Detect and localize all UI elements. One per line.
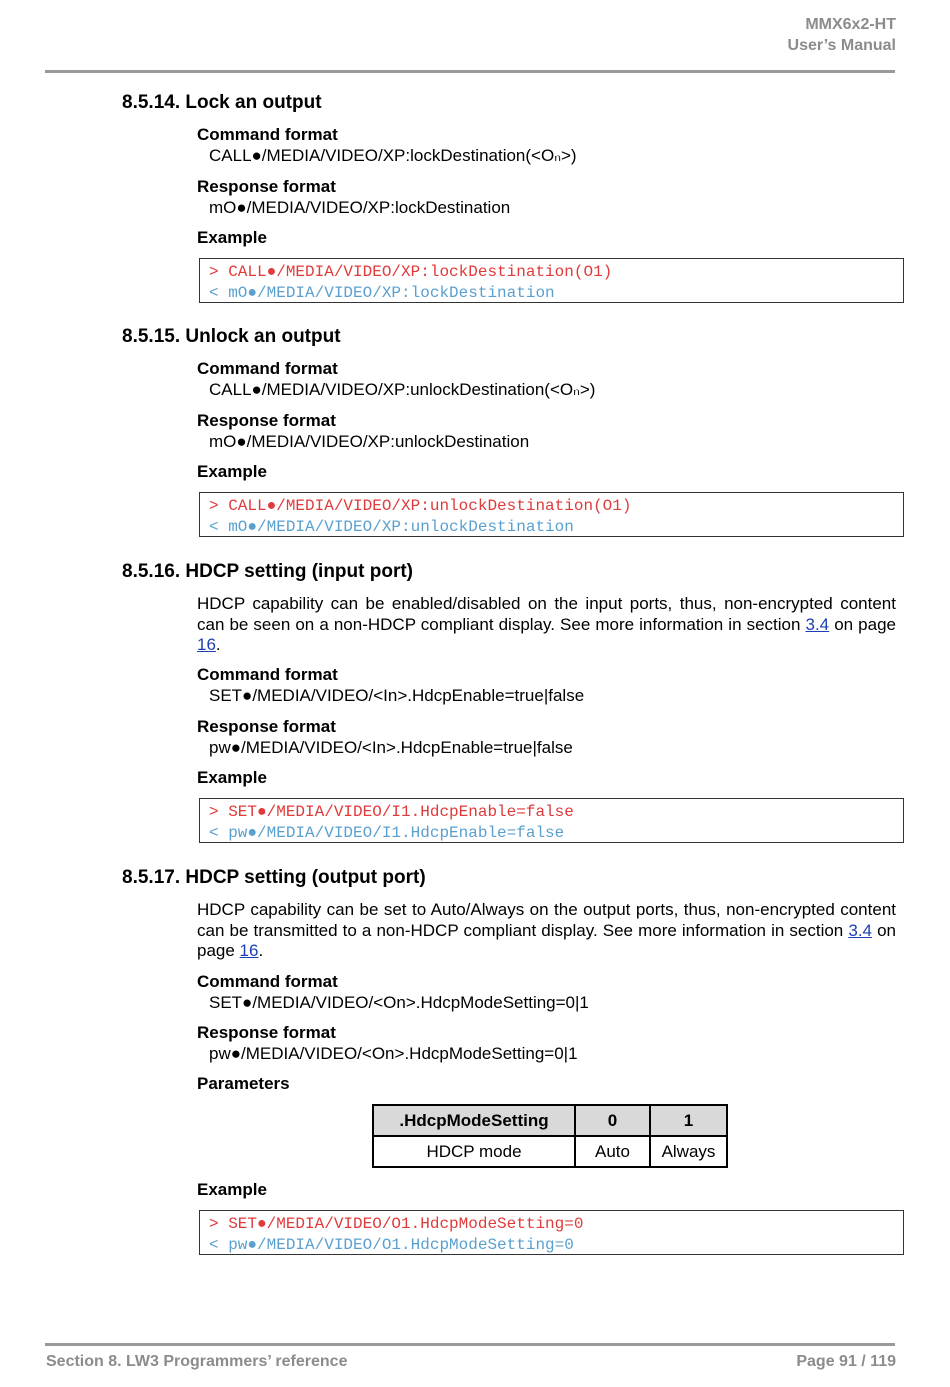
- example-request: > SET●/MEDIA/VIDEO/O1.HdcpModeSetting=0: [209, 1215, 584, 1233]
- example-label: Example: [197, 1180, 267, 1199]
- table-header-cell: .HdcpModeSetting: [373, 1105, 575, 1136]
- table-row: [373, 1136, 727, 1167]
- example-request: > CALL●/MEDIA/VIDEO/XP:lockDestination(O1): [209, 263, 613, 281]
- description-paragraph: [197, 594, 896, 656]
- example-box: [199, 1210, 904, 1255]
- section-link[interactable]: 3.4: [805, 614, 830, 634]
- table-header-cell: 0: [575, 1105, 650, 1136]
- example-box: [199, 798, 904, 843]
- section-title: 8.5.14. Lock an output: [122, 92, 322, 113]
- header-rule: [45, 70, 895, 73]
- footer-page-number: Page 91 / 119: [796, 1353, 896, 1370]
- table-cell: Auto: [575, 1136, 650, 1167]
- example-response: < mO●/MEDIA/VIDEO/XP:unlockDestination: [209, 518, 574, 536]
- section-title: 8.5.17. HDCP setting (output port): [122, 867, 426, 888]
- table-header-row: [373, 1105, 727, 1136]
- response-format-label: Response format: [197, 177, 336, 196]
- response-format-label: Response format: [197, 717, 336, 736]
- response-format: pw●/MEDIA/VIDEO/<On>.HdcpModeSetting=0|1: [209, 1044, 578, 1063]
- page-link[interactable]: 16: [197, 635, 216, 654]
- command-format-label: Command format: [197, 972, 338, 991]
- example-box: [199, 492, 904, 537]
- example-response: < mO●/MEDIA/VIDEO/XP:lockDestination: [209, 284, 555, 302]
- example-request: > CALL●/MEDIA/VIDEO/XP:unlockDestination(O1): [209, 497, 632, 515]
- parameters-label: Parameters: [197, 1074, 290, 1093]
- response-format: mO●/MEDIA/VIDEO/XP:lockDestination: [209, 198, 511, 217]
- footer-rule: [45, 1343, 895, 1346]
- command-format: CALL●/MEDIA/VIDEO/XP:unlockDestination(<Oₙ>): [209, 380, 596, 399]
- response-format-label: Response format: [197, 411, 336, 430]
- response-format: mO●/MEDIA/VIDEO/XP:unlockDestination: [209, 432, 530, 451]
- section-link[interactable]: 3.4: [848, 920, 872, 940]
- command-format: SET●/MEDIA/VIDEO/<On>.HdcpModeSetting=0|1: [209, 993, 589, 1012]
- command-format-label: Command format: [197, 665, 338, 684]
- parameters-table: [372, 1104, 728, 1168]
- example-request: > SET●/MEDIA/VIDEO/I1.HdcpEnable=false: [209, 803, 574, 821]
- table-cell: HDCP mode: [373, 1136, 575, 1167]
- page-link[interactable]: 16: [239, 941, 259, 960]
- section-title: 8.5.16. HDCP setting (input port): [122, 561, 414, 582]
- description-text: .: [215, 635, 221, 654]
- description-text: HDCP capability can be enabled/disabled on the input ports, thus, non-encrypted content can be seen on a non-HDCP compliant display. See more information in section: [197, 594, 896, 634]
- doc-title: MMX6x2-HT: [805, 16, 896, 33]
- description-text: .: [258, 941, 264, 960]
- table-cell: Always: [650, 1136, 727, 1167]
- example-label: Example: [197, 768, 267, 787]
- command-format-label: Command format: [197, 125, 338, 144]
- response-format-label: Response format: [197, 1023, 336, 1042]
- table-header-cell: 1: [650, 1105, 727, 1136]
- description-text: HDCP capability can be set to Auto/Always on the output ports, thus, non-encrypted content can be transmitted to a non-HDCP compliant display. See more information in section: [197, 900, 896, 940]
- response-format: pw●/MEDIA/VIDEO/<In>.HdcpEnable=true|false: [209, 738, 573, 757]
- page-header: [788, 14, 896, 56]
- description-text: on page: [197, 920, 896, 960]
- description-paragraph: [197, 900, 896, 962]
- command-format: CALL●/MEDIA/VIDEO/XP:lockDestination(<Oₙ>): [209, 146, 577, 165]
- doc-subtitle: User’s Manual: [787, 37, 896, 54]
- example-response: < pw●/MEDIA/VIDEO/I1.HdcpEnable=false: [209, 824, 565, 842]
- footer-section: Section 8. LW3 Programmers’ reference: [46, 1353, 348, 1370]
- example-box: [199, 258, 904, 303]
- section-title: 8.5.15. Unlock an output: [122, 326, 341, 347]
- example-label: Example: [197, 462, 267, 481]
- example-label: Example: [197, 228, 267, 247]
- description-text: on page: [829, 614, 896, 634]
- example-response: < pw●/MEDIA/VIDEO/O1.HdcpModeSetting=0: [209, 1236, 574, 1254]
- command-format: SET●/MEDIA/VIDEO/<In>.HdcpEnable=true|false: [209, 686, 585, 705]
- command-format-label: Command format: [197, 359, 338, 378]
